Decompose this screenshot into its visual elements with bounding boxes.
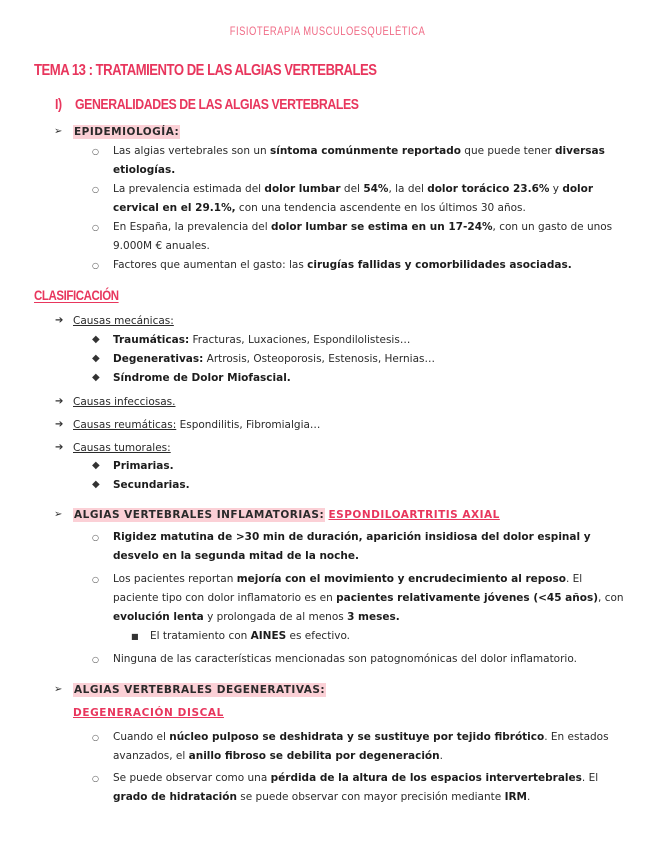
circle-bullet-icon: ○ — [92, 575, 99, 584]
list-item-cont: 9.000M € anuales. — [113, 240, 210, 252]
arrow-right-icon: ➔ — [55, 419, 64, 430]
diamond-bullet-icon: ◆ — [92, 460, 100, 471]
circle-bullet-icon: ○ — [92, 533, 99, 542]
causas-infecciosas: Causas infecciosas. — [73, 396, 176, 408]
section-number: I) — [55, 96, 62, 113]
list-item-cont: evolución lenta y prolongada de al menos 3 meses. — [113, 611, 400, 623]
diamond-bullet-icon: ◆ — [92, 372, 100, 383]
causas-mecanicas: Causas mecánicas: — [73, 315, 174, 327]
page-header: FISIOTERAPIA MUSCULOESQUELÉTICA — [229, 26, 426, 38]
arrowhead-bullet-icon: ➢ — [54, 509, 63, 520]
circle-bullet-icon: ○ — [92, 733, 99, 742]
list-item: Se puede observar como una pérdida de la altura de los espacios intervertebrales. El — [113, 772, 599, 784]
degeneracion-discal-subheading: DEGENERACIÓN DISCAL — [73, 707, 224, 719]
circle-bullet-icon: ○ — [92, 185, 99, 194]
tema-title: TEMA 13 : TRATAMIENTO DE LAS ALGIAS VERTEBRALES — [34, 62, 377, 79]
list-item: Los pacientes reportan mejoría con el movimiento y encrudecimiento al reposo. El — [113, 573, 583, 585]
list-item: Ninguna de las características mencionadas son patognomónicas del dolor inflamatorio. — [113, 653, 577, 665]
list-item-cont: desvelo en la segunda mitad de la noche. — [113, 550, 359, 562]
list-item-cont: grado de hidratación se puede observar con mayor precisión mediante IRM. — [113, 791, 531, 803]
arrow-right-icon: ➔ — [55, 396, 64, 407]
list-item: Primarias. — [113, 460, 174, 472]
list-item-cont: etiologías. — [113, 164, 176, 176]
epidemiologia-heading: EPIDEMIOLOGÍA: — [74, 126, 180, 138]
list-item: Traumáticas: Fracturas, Luxaciones, Espondilolistesis… — [113, 334, 411, 346]
list-item: Síndrome de Dolor Miofascial. — [113, 372, 291, 384]
square-bullet-icon: ■ — [131, 632, 139, 641]
causas-tumorales: Causas tumorales: — [73, 442, 171, 454]
circle-bullet-icon: ○ — [92, 223, 99, 232]
list-item-cont: cervical en el 29.1%, con una tendencia ascendente en los últimos 30 años. — [113, 202, 526, 214]
list-item: Degenerativas: Artrosis, Osteoporosis, Estenosis, Hernias… — [113, 353, 435, 365]
list-item: Las algias vertebrales son un síntoma comúnmente reportado que puede tener diversas — [113, 145, 605, 157]
circle-bullet-icon: ○ — [92, 655, 99, 664]
diamond-bullet-icon: ◆ — [92, 353, 100, 364]
list-item-cont: paciente tipo con dolor inflamatorio es en pacientes relativamente jóvenes (<45 años), con — [113, 592, 624, 604]
arrowhead-bullet-icon: ➢ — [54, 684, 63, 695]
diamond-bullet-icon: ◆ — [92, 479, 100, 490]
degenerativas-heading: ALGIAS VERTEBRALES DEGENERATIVAS: — [74, 684, 326, 696]
list-item: Rigidez matutina de >30 min de duración, aparición insidiosa del dolor espinal y — [113, 531, 591, 543]
list-item: En España, la prevalencia del dolor lumbar se estima en un 17-24%, con un gasto de unos — [113, 221, 613, 233]
circle-bullet-icon: ○ — [92, 147, 99, 156]
list-item: Secundarias. — [113, 479, 190, 491]
section-title: GENERALIDADES DE LAS ALGIAS VERTEBRALES — [75, 96, 359, 113]
sub-list-item: El tratamiento con AINES es efectivo. — [150, 630, 351, 642]
arrow-right-icon: ➔ — [55, 315, 64, 326]
list-item: La prevalencia estimada del dolor lumbar del 54%, la del dolor torácico 23.6% y dolor — [113, 183, 594, 195]
inflamatorias-heading: ALGIAS VERTEBRALES INFLAMATORIAS: ESPONDILOARTRITIS AXIAL — [74, 509, 500, 521]
circle-bullet-icon: ○ — [92, 261, 99, 270]
arrowhead-bullet-icon: ➢ — [54, 126, 63, 137]
list-item-cont: avanzados, el anillo fibroso se debilita por degeneración. — [113, 750, 443, 762]
circle-bullet-icon: ○ — [92, 774, 99, 783]
list-item: Factores que aumentan el gasto: las cirugías fallidas y comorbilidades asociadas. — [113, 259, 572, 271]
clasificacion-heading: CLASIFICACIÓN — [34, 287, 119, 303]
causas-reumaticas: Causas reumáticas: Espondilitis, Fibromialgia… — [73, 419, 321, 431]
list-item: Cuando el núcleo pulposo se deshidrata y se sustituye por tejido fibrótico. En estados — [113, 731, 609, 743]
arrow-right-icon: ➔ — [55, 442, 64, 453]
diamond-bullet-icon: ◆ — [92, 334, 100, 345]
